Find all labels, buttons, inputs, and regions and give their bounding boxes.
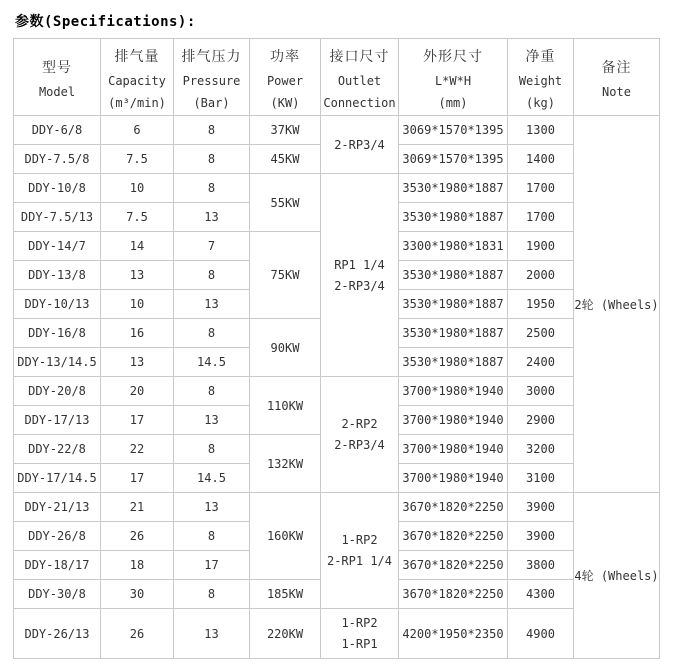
outlet-line: 2-RP1 1/4 <box>326 554 393 568</box>
capacity-cell: 17 <box>101 464 174 493</box>
outlet-line: 2-RP3/4 <box>334 278 385 293</box>
capacity-cell: 7.5 <box>101 203 174 232</box>
header-line: Connection <box>323 95 396 110</box>
model-cell: DDY-6/8 <box>14 116 101 145</box>
capacity-cell: 17 <box>101 406 174 435</box>
dimensions-cell: 3069*1570*1395 <box>399 145 508 174</box>
specifications-table <box>13 38 660 659</box>
outlet-connection-cell <box>321 174 399 377</box>
dimensions-cell: 3530*1980*1887 <box>399 319 508 348</box>
header-line: Power <box>266 73 304 88</box>
power-cell: 75KW <box>250 232 321 319</box>
header-line: 排气压力 <box>181 48 242 65</box>
weight-cell: 2000 <box>508 261 574 290</box>
model-cell: DDY-18/17 <box>14 551 101 580</box>
model-cell: DDY-17/14.5 <box>14 464 101 493</box>
model-cell: DDY-30/8 <box>14 580 101 609</box>
power-cell: 220KW <box>250 609 321 659</box>
column-header-model <box>14 39 101 116</box>
outlet-line: 2-RP3/4 <box>334 137 385 152</box>
header-line: Note <box>602 84 631 99</box>
capacity-cell: 30 <box>101 580 174 609</box>
table-row <box>14 493 660 522</box>
capacity-cell: 22 <box>101 435 174 464</box>
capacity-cell: 10 <box>101 290 174 319</box>
dimensions-cell: 3530*1980*1887 <box>399 348 508 377</box>
model-cell: DDY-20/8 <box>14 377 101 406</box>
header-line: 净重 <box>525 48 556 65</box>
capacity-cell: 21 <box>101 493 174 522</box>
model-cell: DDY-13/8 <box>14 261 101 290</box>
weight-cell: 3200 <box>508 435 574 464</box>
outlet-line: 2-RP2 <box>341 417 378 431</box>
power-cell: 55KW <box>250 174 321 232</box>
header-line: Model <box>38 84 76 99</box>
column-header-capacity <box>101 39 174 116</box>
note-cell: 4轮 (Wheels) <box>574 493 660 659</box>
capacity-cell: 26 <box>101 522 174 551</box>
column-header-note <box>574 39 660 116</box>
capacity-cell: 6 <box>101 116 174 145</box>
model-cell: DDY-26/8 <box>14 522 101 551</box>
power-cell: 37KW <box>250 116 321 145</box>
outlet-line: RP1 1/4 <box>334 257 385 272</box>
page-title: 参数(Specifications): <box>15 14 196 30</box>
header-line: Pressure <box>182 73 241 88</box>
capacity-cell: 13 <box>101 261 174 290</box>
weight-cell: 4900 <box>508 609 574 659</box>
weight-cell: 1900 <box>508 232 574 261</box>
weight-cell: 1950 <box>508 290 574 319</box>
dimensions-cell: 3670*1820*2250 <box>399 580 508 609</box>
table-header-row <box>14 39 660 116</box>
weight-cell: 2900 <box>508 406 574 435</box>
dimensions-cell: 4200*1950*2350 <box>399 609 508 659</box>
pressure-cell: 8 <box>174 580 250 609</box>
header-line: (kg) <box>526 95 555 110</box>
table-row <box>14 609 660 659</box>
pressure-cell: 13 <box>174 290 250 319</box>
capacity-cell: 7.5 <box>101 145 174 174</box>
column-header-pressure <box>174 39 250 116</box>
column-header-power <box>250 39 321 116</box>
capacity-cell: 20 <box>101 377 174 406</box>
outlet-connection-cell <box>321 493 399 609</box>
power-cell: 45KW <box>250 145 321 174</box>
model-cell: DDY-26/13 <box>14 609 101 659</box>
table-row <box>14 116 660 145</box>
header-line: Weight <box>518 73 563 88</box>
weight-cell: 1300 <box>508 116 574 145</box>
dimensions-cell: 3670*1820*2250 <box>399 493 508 522</box>
pressure-cell: 8 <box>174 261 250 290</box>
dimensions-cell: 3530*1980*1887 <box>399 290 508 319</box>
pressure-cell: 13 <box>174 203 250 232</box>
pressure-cell: 8 <box>174 319 250 348</box>
weight-cell: 2500 <box>508 319 574 348</box>
header-line: 型号 <box>42 59 72 76</box>
outlet-line: 1-RP2 <box>341 616 378 630</box>
header-line: (Bar) <box>193 95 230 110</box>
capacity-cell: 18 <box>101 551 174 580</box>
power-cell: 132KW <box>250 435 321 493</box>
pressure-cell: 17 <box>174 551 250 580</box>
capacity-cell: 10 <box>101 174 174 203</box>
header-line: (KW) <box>270 95 300 110</box>
capacity-cell: 26 <box>101 609 174 659</box>
power-cell: 90KW <box>250 319 321 377</box>
note-cell: 2轮 (Wheels) <box>574 116 660 493</box>
pressure-cell: 14.5 <box>174 348 250 377</box>
dimensions-cell: 3670*1820*2250 <box>399 551 508 580</box>
weight-cell: 1700 <box>508 174 574 203</box>
power-cell: 160KW <box>250 493 321 580</box>
column-header-dimensions <box>399 39 508 116</box>
header-line: 备注 <box>601 59 632 76</box>
header-line: Capacity <box>108 73 166 88</box>
dimensions-cell: 3670*1820*2250 <box>399 522 508 551</box>
model-cell: DDY-10/13 <box>14 290 101 319</box>
dimensions-cell: 3530*1980*1887 <box>399 203 508 232</box>
weight-cell: 3900 <box>508 493 574 522</box>
pressure-cell: 13 <box>174 406 250 435</box>
outlet-line: 1-RP1 <box>341 637 378 651</box>
header-line: (mm) <box>438 95 468 110</box>
dimensions-cell: 3700*1980*1940 <box>399 377 508 406</box>
header-line: 功率 <box>270 48 300 65</box>
model-cell: DDY-22/8 <box>14 435 101 464</box>
dimensions-cell: 3530*1980*1887 <box>399 174 508 203</box>
weight-cell: 3800 <box>508 551 574 580</box>
capacity-cell: 16 <box>101 319 174 348</box>
pressure-cell: 14.5 <box>174 464 250 493</box>
header-line: 接口尺寸 <box>329 48 390 65</box>
outlet-connection-cell <box>321 609 399 659</box>
header-line: Outlet <box>337 73 382 88</box>
model-cell: DDY-21/13 <box>14 493 101 522</box>
power-cell: 185KW <box>250 580 321 609</box>
pressure-cell: 7 <box>174 232 250 261</box>
capacity-cell: 14 <box>101 232 174 261</box>
model-cell: DDY-13/14.5 <box>14 348 101 377</box>
weight-cell: 3900 <box>508 522 574 551</box>
weight-cell: 2400 <box>508 348 574 377</box>
header-line: 外形尺寸 <box>423 48 483 65</box>
header-line: (m³/min) <box>108 95 166 110</box>
table-row <box>14 377 660 406</box>
pressure-cell: 8 <box>174 116 250 145</box>
dimensions-cell: 3530*1980*1887 <box>399 261 508 290</box>
pressure-cell: 13 <box>174 493 250 522</box>
pressure-cell: 8 <box>174 145 250 174</box>
pressure-cell: 8 <box>174 377 250 406</box>
model-cell: DDY-7.5/13 <box>14 203 101 232</box>
header-line: 排气量 <box>114 48 160 65</box>
weight-cell: 1700 <box>508 203 574 232</box>
table-row <box>14 174 660 203</box>
pressure-cell: 13 <box>174 609 250 659</box>
column-header-weight <box>508 39 574 116</box>
dimensions-cell: 3300*1980*1831 <box>399 232 508 261</box>
dimensions-cell: 3700*1980*1940 <box>399 406 508 435</box>
capacity-cell: 13 <box>101 348 174 377</box>
model-cell: DDY-17/13 <box>14 406 101 435</box>
weight-cell: 1400 <box>508 145 574 174</box>
model-cell: DDY-10/8 <box>14 174 101 203</box>
dimensions-cell: 3700*1980*1940 <box>399 464 508 493</box>
header-line: L*W*H <box>434 73 472 88</box>
outlet-line: 1-RP2 <box>341 533 378 547</box>
outlet-line: 2-RP3/4 <box>334 438 385 452</box>
column-header-outlet <box>321 39 399 116</box>
power-cell: 110KW <box>250 377 321 435</box>
weight-cell: 3100 <box>508 464 574 493</box>
dimensions-cell: 3700*1980*1940 <box>399 435 508 464</box>
pressure-cell: 8 <box>174 174 250 203</box>
outlet-connection-cell <box>321 116 399 174</box>
weight-cell: 4300 <box>508 580 574 609</box>
model-cell: DDY-16/8 <box>14 319 101 348</box>
pressure-cell: 8 <box>174 435 250 464</box>
pressure-cell: 8 <box>174 522 250 551</box>
outlet-connection-cell <box>321 377 399 493</box>
model-cell: DDY-14/7 <box>14 232 101 261</box>
weight-cell: 3000 <box>508 377 574 406</box>
model-cell: DDY-7.5/8 <box>14 145 101 174</box>
dimensions-cell: 3069*1570*1395 <box>399 116 508 145</box>
